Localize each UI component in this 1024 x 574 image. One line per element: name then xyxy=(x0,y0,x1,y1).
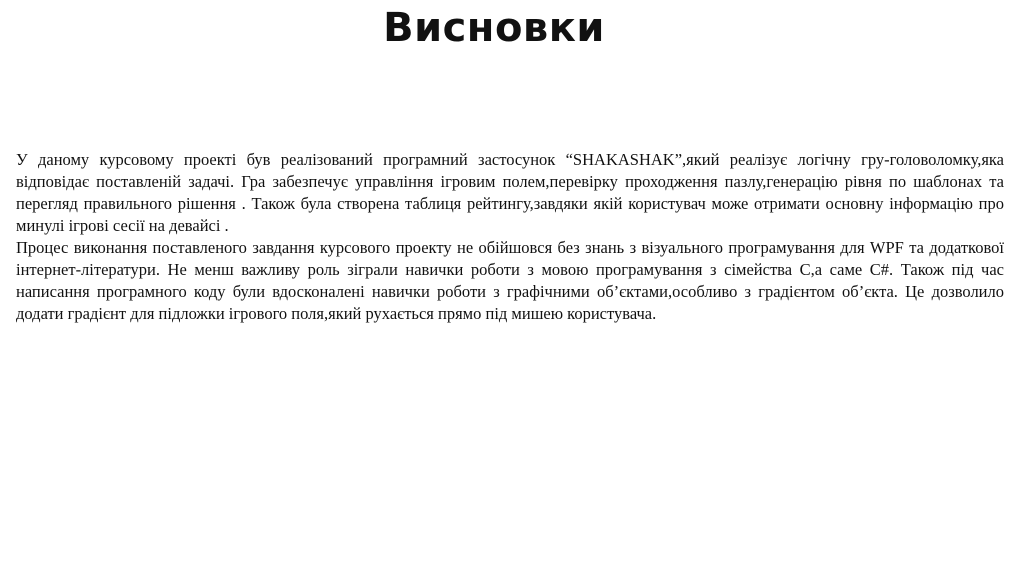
slide-body xyxy=(16,149,1004,325)
slide-title: Висновки xyxy=(383,5,605,51)
paragraph-summary: У даному курсовому проекті був реалізований програмний застосунок “SHAKASHAK”,який реалізує логічну гру-головоломку,яка відповідає поставленій задачі. Гра забезпечує управління ігровим полем,перевірку проходження пазлу,генерацію рівня по шаблонах та перегляд правильного рішення . Також була створена таблиця рейтингу,завдяки якій користувач може отримати основну інформацію про минулі ігрові сесії на девайсі . xyxy=(16,150,1004,235)
paragraph-skills: Процес виконання поставленого завдання курсового проекту не обійшовся без знань з візуального програмування для WPF та додаткової інтернет-літератури. Не менш важливу роль зіграли навички роботи з мовою програмування з сімейства С,а саме С#. Також під час написання програмного коду були вдосконалені навички роботи з графічними об’єктами,особливо з градієнтом об’єкта. Це дозволило додати градієнт для підложки ігрового поля,який рухається прямо під мишею користувача. xyxy=(16,238,1004,323)
